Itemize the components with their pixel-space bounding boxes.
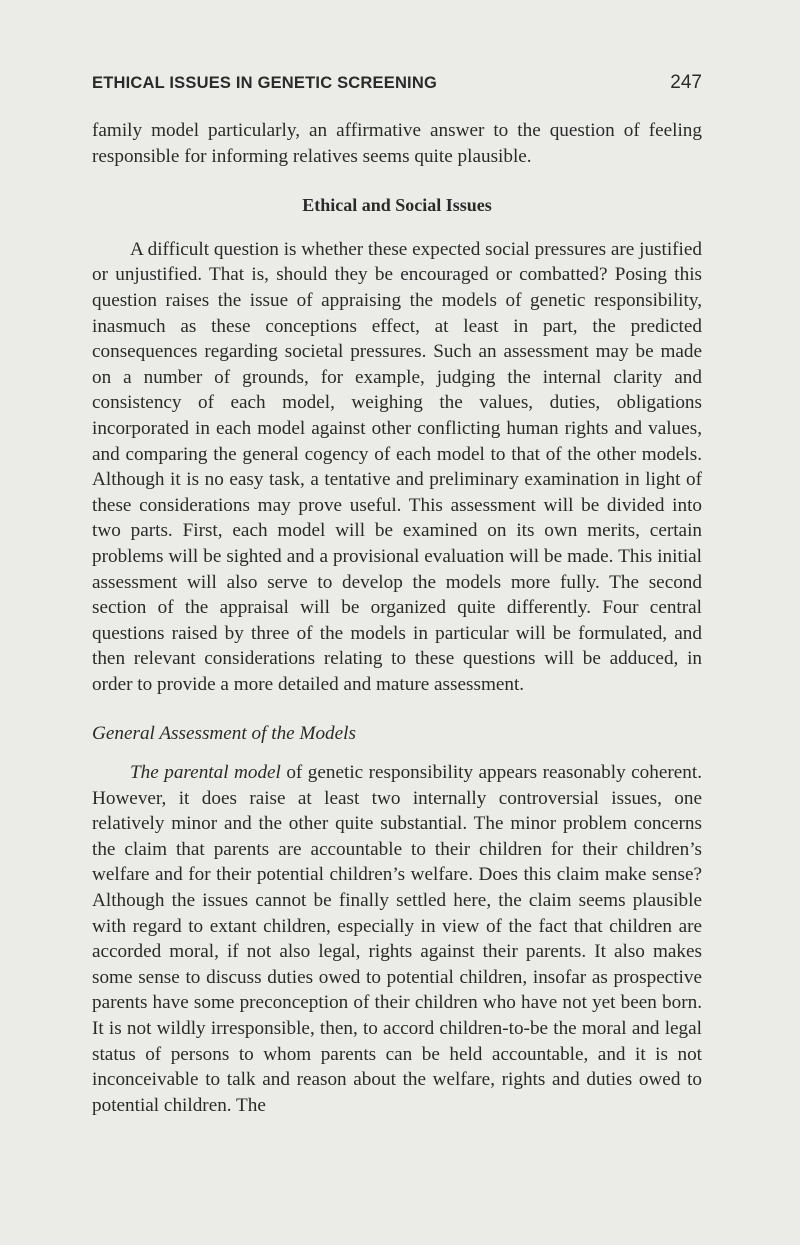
section-heading: Ethical and Social Issues bbox=[302, 195, 492, 216]
page-number: 247 bbox=[670, 72, 702, 93]
parental-model-text: of genetic responsibility appears reasonably coherent. However, it does raise at least two internally controversial issues, one relatively minor and the other quite substantial. The minor problem concerns the claim that parents are accountable to their children for their children’s welfare and for their potential children’s welfare. Does this claim make sense? Although the issues cannot be finally settled here, the claim seems plausible with regard to extant children, especially in view of the fact that children are accorded moral, if not also legal, rights against their parents. It also makes some sense to discuss duties owed to potential children, insofar as prospective parents have some preconception of their children who have not yet been born. It is not wildly irresponsible, then, to accord children-to-be the moral and legal status of persons to whom parents can be held accountable, and it is not inconceivable to talk and reason about the welfare, rights and duties owed to potential children. The bbox=[92, 762, 702, 1116]
paragraph-continued: family model particularly, an affirmative answer to the question of feeling responsible for informing relatives seems quite plausible. bbox=[92, 120, 702, 167]
paragraph-ethical-issues: A difficult question is whether these expected social pressures are justified or unjustified. That is, should they be encouraged or combatted? Posing this question raises the issue of appraising the models of genetic responsibility, inasmuch as these conceptions effect, at least in part, the predicted consequences regarding societal pressures. Such an assessment may be made on a number of grounds, for example, judging the internal clarity and consistency of each model, weighing the values, duties, obligations incorporated in each model against other conflicting human rights and values, and comparing the general cogency of each model to that of the other models. Although it is no easy task, a tentative and preliminary examination in light of these considerations may prove useful. This assessment will be divided into two parts. First, each model will be examined on its own merits, certain problems will be sighted and a provisional evaluation will be made. This initial assessment will also serve to develop the models more fully. The second section of the appraisal will be organized quite differently. Four central questions raised by three of the models in particular will be formulated, and then relevant considerations relating to these questions will be adduced, in order to provide a more detailed and mature assessment. bbox=[92, 238, 702, 695]
parental-model-term: The parental model bbox=[130, 762, 281, 784]
subsection-heading: General Assessment of the Models bbox=[92, 723, 356, 745]
body-text bbox=[92, 118, 702, 1118]
paragraph-parental-model bbox=[92, 760, 702, 1118]
running-head bbox=[92, 72, 702, 100]
running-title: ETHICAL ISSUES IN GENETIC SCREENING bbox=[92, 74, 437, 92]
